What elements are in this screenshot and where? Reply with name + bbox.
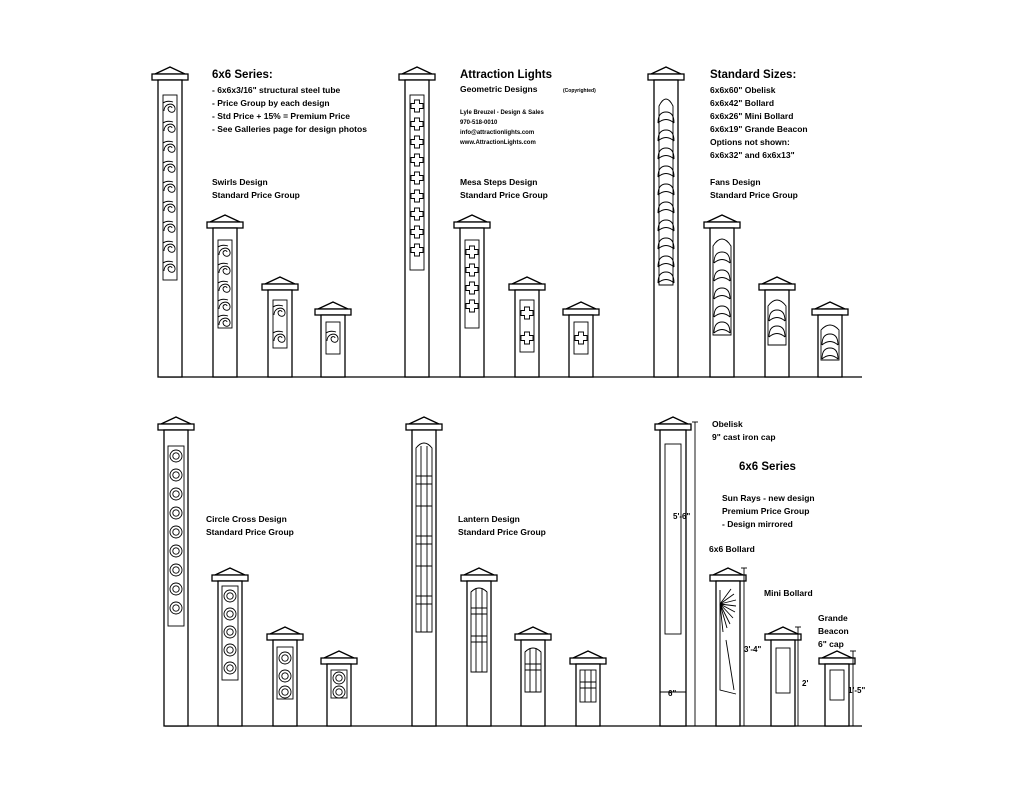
brand-title: Attraction Lights (460, 69, 552, 81)
swirls-bollard (207, 215, 243, 377)
size-line-2: 6x6x42" Bollard (710, 98, 775, 108)
grande-label-2: Beacon (818, 626, 849, 636)
contact-website: www.AttractionLights.com (460, 140, 536, 146)
series-info-block (212, 69, 367, 134)
fans-label (710, 177, 798, 200)
size-line-3: 6x6x26" Mini Bollard (710, 111, 794, 121)
design-price-group: Standard Price Group (212, 190, 300, 200)
design-price-group: Standard Price Group (710, 190, 798, 200)
lantern-grande-beacon (570, 651, 606, 726)
sun-rays-series-title: 6x6 Series (739, 461, 796, 473)
lantern-group (406, 417, 606, 726)
brand-subtitle: Geometric Designs (460, 84, 538, 94)
size-line-4: 6x6x19" Grande Beacon (710, 124, 808, 134)
fans-mini-bollard (759, 277, 795, 377)
swirls-obelisk (152, 67, 188, 377)
sunrays-obelisk (655, 417, 691, 726)
design-price-group: Standard Price Group (206, 527, 294, 537)
size-line-6: 6x6x32" and 6x6x13" (710, 150, 795, 160)
design-name: Fans Design (710, 177, 761, 187)
copyright-note: (Copyrighted) (563, 88, 596, 94)
mini-height-dim: 2' (802, 679, 809, 688)
grande-label-3: 6" cap (818, 639, 844, 649)
size-line-1: 6x6x60" Obelisk (710, 85, 776, 95)
mini-bollard-label: Mini Bollard (764, 588, 813, 598)
swirls-label (212, 177, 300, 200)
contact-phone: 970-518-0010 (460, 120, 498, 126)
circle-grande-beacon (321, 651, 357, 726)
contact-email: info@attractionlights.com (460, 130, 535, 136)
bollard-label: 6x6 Bollard (709, 544, 755, 554)
grande-label-1: Grande (818, 613, 848, 623)
swirls-mini-bollard (262, 277, 298, 377)
sizes-block (710, 69, 808, 160)
sunrays-mini-bollard (765, 627, 801, 726)
design-price-group: Standard Price Group (460, 190, 548, 200)
fans-grande-beacon (812, 302, 848, 377)
mesa-label (460, 177, 548, 200)
series-title: 6x6 Series: (212, 69, 273, 81)
circle-cross-label (206, 514, 294, 537)
obelisk-height-dim: 5'-6" (673, 512, 691, 521)
sun-rays-line-3: - Design mirrored (722, 519, 793, 529)
obelisk-cap-label: 9" cast iron cap (712, 432, 776, 442)
circle-cross-group (158, 417, 357, 726)
brand-block (459, 69, 596, 146)
sunrays-bollard (710, 568, 746, 726)
mesa-mini-bollard (509, 277, 545, 377)
grande-height-dim: 1'-5" (848, 686, 866, 695)
size-line-5: Options not shown: (710, 137, 790, 147)
fans-obelisk (648, 67, 684, 377)
sun-rays-line-2: Premium Price Group (722, 506, 810, 516)
circle-bollard (212, 568, 248, 726)
design-name: Lantern Design (458, 514, 520, 524)
circle-obelisk (158, 417, 194, 726)
design-name: Circle Cross Design (206, 514, 287, 524)
lantern-bollard (461, 568, 497, 726)
obelisk-label: Obelisk (712, 419, 743, 429)
fans-bollard (704, 215, 740, 377)
top-row (152, 67, 862, 377)
series-line-1: - 6x6x3/16" structural steel tube (212, 85, 341, 95)
lantern-label (458, 514, 546, 537)
design-name: Swirls Design (212, 177, 268, 187)
bollard-height-dim: 3'-4" (744, 645, 762, 654)
mesa-grande-beacon (563, 302, 599, 377)
mesa-obelisk (399, 67, 435, 377)
swirls-grande-beacon (315, 302, 351, 377)
series-line-2: - Price Group by each design (212, 98, 330, 108)
sizes-title: Standard Sizes: (710, 69, 797, 81)
design-price-group: Standard Price Group (458, 527, 546, 537)
series-line-4: - See Galleries page for design photos (212, 124, 367, 134)
contact-line-1: Lyle Breuzel - Design & Sales (460, 110, 544, 116)
mesa-bollard (454, 215, 490, 377)
circle-mini-bollard (267, 627, 303, 726)
bottom-row (158, 417, 865, 726)
series-line-3: - Std Price + 15% = Premium Price (212, 111, 350, 121)
width-dim: 6" (668, 689, 677, 698)
sun-rays-line-1: Sun Rays - new design (722, 493, 815, 503)
lantern-mini-bollard (515, 627, 551, 726)
design-name: Mesa Steps Design (460, 177, 538, 187)
lantern-obelisk (406, 417, 442, 726)
